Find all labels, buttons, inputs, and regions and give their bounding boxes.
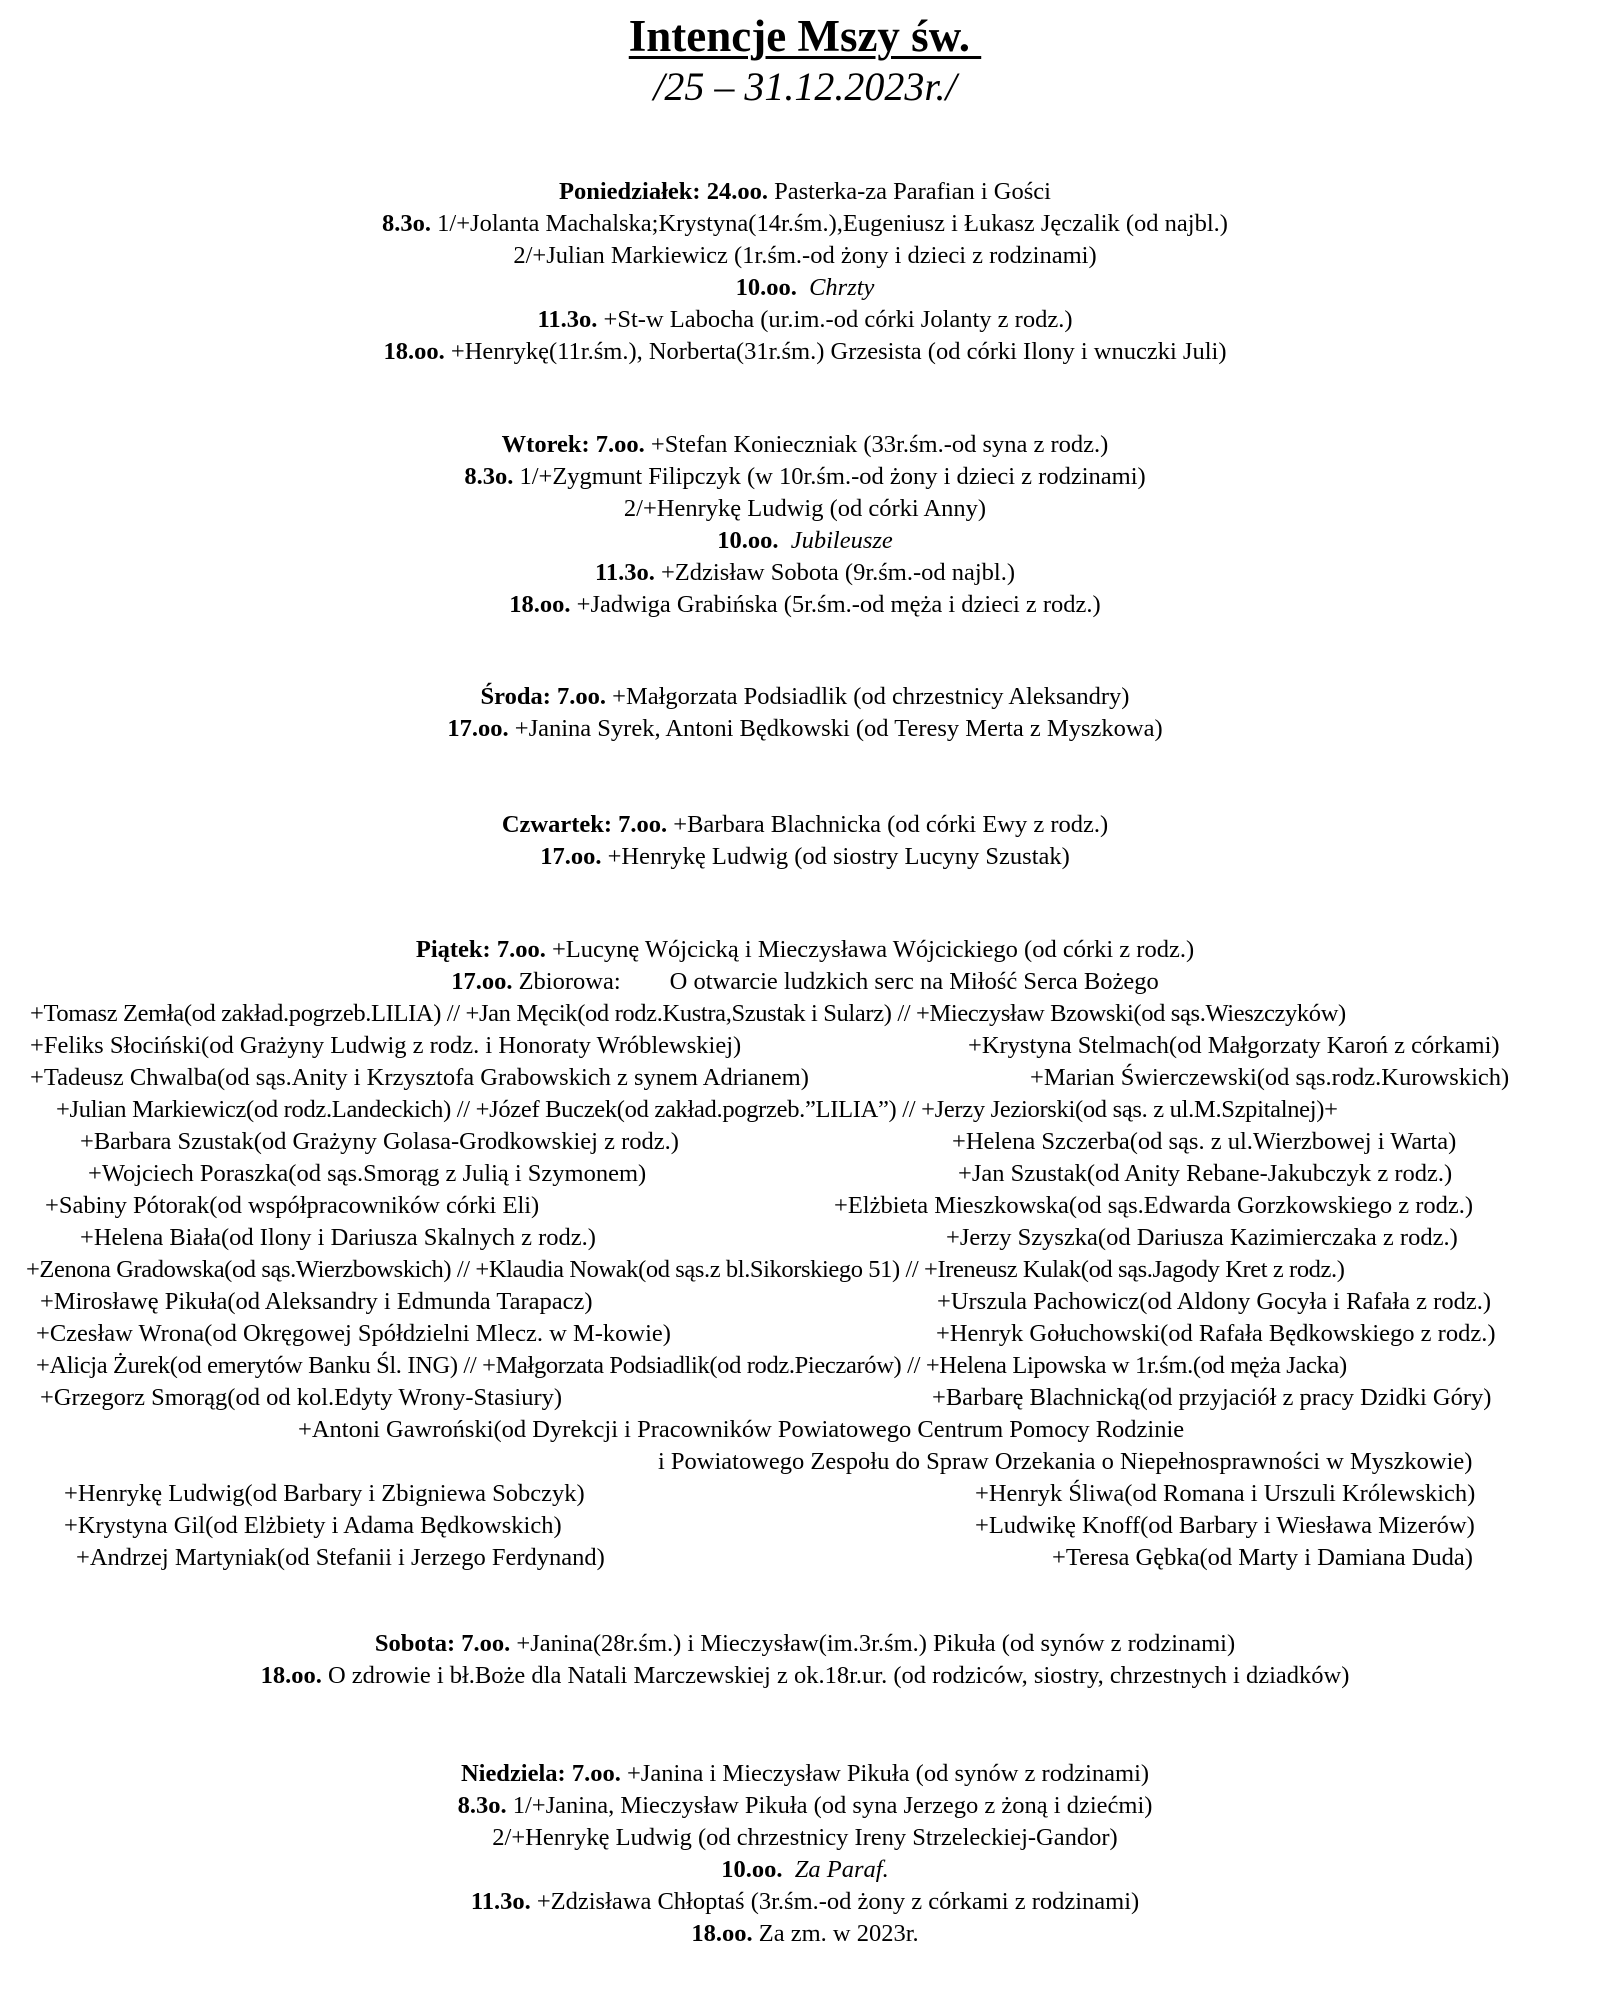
intention-text: Za zm. w 2023r. — [752, 1920, 919, 1947]
mass-line — [0, 176, 1610, 207]
intention-text: +Jadwiga Grabińska (5r.śm.-od męża i dzieci z rodz.) — [570, 591, 1101, 618]
mass-line — [0, 493, 1610, 524]
mass-line — [0, 1822, 1610, 1853]
intention-text: +Małgorzata Podsiadlik (od chrzestnicy Aleksandry) — [606, 683, 1130, 710]
mass-line — [0, 208, 1610, 239]
mass-time: 11.3o. — [537, 306, 598, 333]
mass-time: 7.oo. — [557, 683, 607, 710]
intention-text: Zbiorowa: O otwarcie ludzkich serc na Miłość Serca Bożego — [512, 968, 1159, 995]
intention-text: +Barbara Blachnicka (od córki Ewy z rodz.) — [667, 811, 1109, 838]
intention-text: +Janina i Mieczysław Pikuła (od synów z rodzinami) — [620, 1760, 1150, 1787]
intention-text: 2/+Henrykę Ludwig (od córki Anny) — [623, 495, 987, 522]
mass-line — [0, 681, 1610, 712]
collective-right: +Jerzy Szyszka(od Dariusza Kazimierczaka z rodz.) — [946, 1224, 1458, 1251]
mass-time: 7.oo. — [595, 431, 645, 458]
mass-time: 7.oo. — [496, 936, 546, 963]
mass-line — [0, 809, 1610, 840]
mass-time: 18.oo. — [691, 1920, 753, 1947]
mass-line — [0, 966, 1610, 997]
intention-text: +Henrykę Ludwig (od siostry Lucyny Szustak) — [601, 843, 1070, 870]
collective-left: +Krystyna Gil(od Elżbiety i Adama Będkowskich) — [64, 1512, 562, 1539]
mass-time: 10.oo. — [721, 1856, 783, 1883]
mass-time: 8.3o. — [457, 1792, 507, 1819]
mass-line — [0, 589, 1610, 620]
mass-time: 18.oo. — [260, 1662, 322, 1689]
collective-right: +Marian Świerczewski(od sąs.rodz.Kurowskich) — [1030, 1064, 1510, 1091]
mass-line — [0, 336, 1610, 367]
mass-line — [0, 461, 1610, 492]
collective-left: +Sabiny Pótorak(od współpracowników córki Eli) — [45, 1192, 540, 1219]
mass-line — [0, 713, 1610, 744]
intention-text: Pasterka-za Parafian i Gości — [767, 178, 1051, 205]
mass-line — [0, 1886, 1610, 1917]
mass-time: 24.oo. — [706, 178, 768, 205]
collective-left: +Andrzej Martyniak(od Stefanii i Jerzego Ferdynand) — [76, 1544, 605, 1571]
mass-time: 11.3o. — [470, 1888, 531, 1915]
collective-row: +Julian Markiewicz(od rodz.Landeckich) // +Józef Buczek(od zakład.pogrzeb.”LILIA”) // +Jerzy Jeziorski(od sąs. z ul.M.Szpitalnej)+ — [56, 1096, 1338, 1123]
mass-line — [0, 841, 1610, 872]
mass-time: 18.oo. — [509, 591, 571, 618]
day-label: Niedziela: — [460, 1760, 566, 1787]
mass-time: 10.oo. — [717, 527, 779, 554]
collective-left: +Wojciech Poraszka(od sąs.Smorąg z Julią i Szymonem) — [88, 1160, 647, 1187]
day-label: Poniedziałek: — [559, 178, 701, 205]
collective-left: +Mirosławę Pikuła(od Aleksandry i Edmunda Tarapacz) — [40, 1288, 593, 1315]
intention-text: +St-w Labocha (ur.im.-od córki Jolanty z rodz.) — [597, 306, 1073, 333]
collective-left: +Helena Biała(od Ilony i Dariusza Skalnych z rodz.) — [80, 1224, 596, 1251]
day-label: Środa: — [480, 683, 551, 710]
intention-text: +Zdzisław Sobota (9r.śm.-od najbl.) — [654, 559, 1016, 586]
mass-time: 17.oo. — [451, 968, 513, 995]
mass-time: 17.oo. — [447, 715, 509, 742]
collective-right: +Ludwikę Knoff(od Barbary i Wiesława Mizerów) — [975, 1512, 1475, 1539]
page-title — [0, 8, 1610, 64]
collective-right: +Urszula Pachowicz(od Aldony Gocyła i Rafała z rodz.) — [937, 1288, 1491, 1315]
mass-time: 7.oo. — [461, 1630, 511, 1657]
intention-text: +Janina(28r.śm.) i Mieczysław(im.3r.śm.) Pikuła (od synów z rodzinami) — [510, 1630, 1236, 1657]
title-text: Intencje Mszy św. — [628, 11, 982, 61]
day-label: Sobota: — [374, 1630, 456, 1657]
mass-line — [0, 272, 1610, 303]
intention-text: +Janina Syrek, Antoni Będkowski (od Teresy Merta z Myszkowa) — [508, 715, 1163, 742]
mass-line — [0, 1854, 1610, 1885]
collective-right: +Henryk Śliwa(od Romana i Urszuli Królewskich) — [975, 1480, 1476, 1507]
intention-text: Za Paraf. — [794, 1856, 889, 1883]
collective-right: +Teresa Gębka(od Marty i Damiana Duda) — [1052, 1544, 1473, 1571]
mass-line — [0, 1758, 1610, 1789]
intention-text: O zdrowie i bł.Boże dla Natali Marczewskiej z ok.18r.ur. (od rodziców, siostry, chrzestnych i dziadków) — [321, 1662, 1350, 1689]
collective-left: +Henrykę Ludwig(od Barbary i Zbigniewa Sobczyk) — [64, 1480, 585, 1507]
collective-right: +Helena Szczerba(od sąs. z ul.Wierzbowej i Warta) — [952, 1128, 1457, 1155]
collective-right: +Henryk Gołuchowski(od Rafała Będkowskiego z rodz.) — [936, 1320, 1496, 1347]
collective-right: +Krystyna Stelmach(od Małgorzaty Karoń z córkami) — [968, 1032, 1500, 1059]
collective-right: +Barbarę Blachnicką(od przyjaciół z pracy Dzidki Góry) — [932, 1384, 1492, 1411]
mass-time: 18.oo. — [383, 338, 445, 365]
collective-left: +Grzegorz Smorąg(od od kol.Edyty Wrony-Stasiury) — [40, 1384, 563, 1411]
intention-text: +Zdzisława Chłoptaś (3r.śm.-od żony z córkami z rodzinami) — [530, 1888, 1140, 1915]
collective-row: +Tomasz Zemła(od zakład.pogrzeb.LILIA) // +Jan Męcik(od rodz.Kustra,Szustak i Sularz) // +Mieczysław Bzowski(od sąs.Wieszczyków) — [30, 1000, 1346, 1027]
collective-row: +Alicja Żurek(od emerytów Banku Śl. ING) // +Małgorzata Podsiadlik(od rodz.Pieczarów) // +Helena Lipowska w 1r.śm.(od męża Jacka) — [36, 1352, 1347, 1379]
intention-text: 1/+Janina, Mieczysław Pikuła (od syna Jerzego z żoną i dziećmi) — [506, 1792, 1153, 1819]
mass-line — [0, 525, 1610, 556]
collective-left: +Czesław Wrona(od Okręgowej Spółdzielni Mlecz. w M-kowie) — [36, 1320, 671, 1347]
mass-time: 10.oo. — [735, 274, 797, 301]
collective-row: i Powiatowego Zespołu do Spraw Orzekania o Niepełnosprawności w Myszkowie) — [658, 1448, 1473, 1475]
mass-line — [0, 304, 1610, 335]
mass-line — [0, 1918, 1610, 1949]
intention-text: +Lucynę Wójcicką i Mieczysława Wójcickiego (od córki z rodz.) — [545, 936, 1195, 963]
intention-text: Jubileusze — [790, 527, 893, 554]
mass-line — [0, 1660, 1610, 1691]
mass-line — [0, 1628, 1610, 1659]
mass-line — [0, 557, 1610, 588]
intention-text: Chrzty — [809, 274, 875, 301]
mass-time: 7.oo. — [571, 1760, 621, 1787]
date-range: /25 – 31.12.2023r./ — [653, 64, 957, 109]
intention-text: 1/+Zygmunt Filipczyk (w 10r.śm.-od żony i dzieci z rodzinami) — [513, 463, 1146, 490]
collective-right: +Jan Szustak(od Anity Rebane-Jakubczyk z rodz.) — [958, 1160, 1453, 1187]
collective-left: +Feliks Słociński(od Grażyny Ludwig z rodz. i Honoraty Wróblewskiej) — [30, 1032, 742, 1059]
intention-text: +Stefan Konieczniak (33r.śm.-od syna z rodz.) — [644, 431, 1109, 458]
mass-time: 8.3o. — [464, 463, 514, 490]
collective-row: +Antoni Gawroński(od Dyrekcji i Pracowników Powiatowego Centrum Pomocy Rodzinie — [298, 1416, 1185, 1443]
mass-line — [0, 240, 1610, 271]
day-label: Czwartek: — [501, 811, 613, 838]
collective-row: +Zenona Gradowska(od sąs.Wierzbowskich) // +Klaudia Nowak(od sąs.z bl.Sikorskiego 51) // +Ireneusz Kulak(od sąs.Jagody Kret z rodz.) — [26, 1256, 1345, 1283]
intention-text: +Henrykę(11r.śm.), Norberta(31r.śm.) Grzesista (od córki Ilony i wnuczki Juli) — [444, 338, 1227, 365]
collective-left: +Tadeusz Chwalba(od sąs.Anity i Krzysztofa Grabowskich z synem Adrianem) — [30, 1064, 809, 1091]
day-label: Piątek: — [415, 936, 491, 963]
mass-time: 8.3o. — [382, 210, 432, 237]
mass-line — [0, 934, 1610, 965]
intention-text: 2/+Henrykę Ludwig (od chrzestnicy Ireny Strzeleckiej-Gandor) — [492, 1824, 1118, 1851]
mass-line — [0, 1790, 1610, 1821]
mass-line — [0, 429, 1610, 460]
collective-left: +Barbara Szustak(od Grażyny Golasa-Grodkowskiej z rodz.) — [80, 1128, 679, 1155]
intention-text: 1/+Jolanta Machalska;Krystyna(14r.śm.),Eugeniusz i Łukasz Jęczalik (od najbl.) — [431, 210, 1228, 237]
intention-text: 2/+Julian Markiewicz (1r.śm.-od żony i dzieci z rodzinami) — [513, 242, 1097, 269]
mass-time: 17.oo. — [540, 843, 602, 870]
collective-right: +Elżbieta Mieszkowska(od sąs.Edwarda Gorzkowskiego z rodz.) — [834, 1192, 1474, 1219]
mass-time: 11.3o. — [594, 559, 655, 586]
mass-time: 7.oo. — [618, 811, 668, 838]
day-label: Wtorek: — [501, 431, 590, 458]
